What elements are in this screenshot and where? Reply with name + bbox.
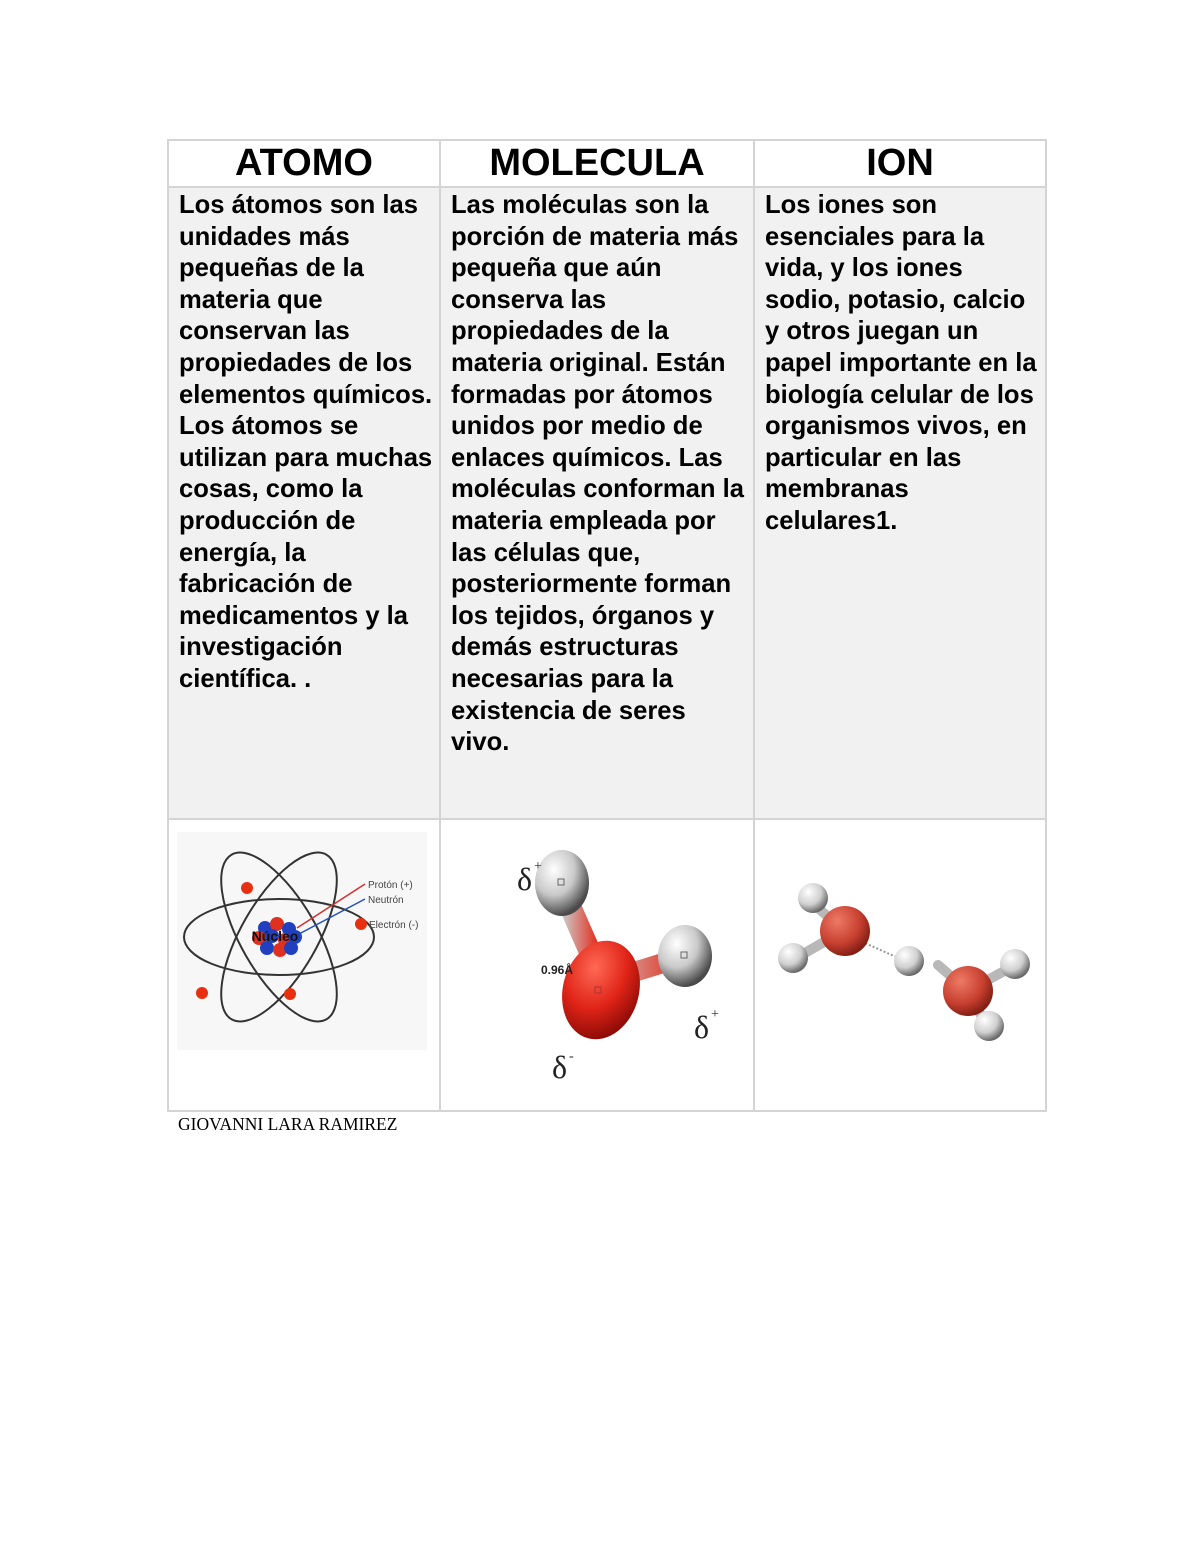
hydrogen-atom — [798, 883, 828, 913]
molecula-description: Las moléculas son la porción de materia más pequeña que aún conserva las propiedades de la materia original. Están formadas por átomos unidos por medio de enlaces químicos. Las moléculas conforman la materia empleada por las células que, posteriormente forman los tejidos, órganos y demás estructuras necesarias para la existencia de seres vivo. — [451, 191, 744, 757]
header-row — [168, 140, 1046, 187]
electron-dot — [196, 987, 208, 999]
author-name: GIOVANNI LARA RAMIREZ — [178, 1114, 398, 1134]
atom-diagram — [177, 832, 427, 1050]
water-molecule-diagram — [449, 828, 749, 1108]
molecule-image-cell — [440, 819, 754, 1111]
hydrogen-atom — [974, 1011, 1004, 1041]
electron-dot — [284, 988, 296, 1000]
minus-sign: - — [569, 1049, 574, 1064]
atomo-description: Los átomos son las unidades más pequeñas de la materia que conservan las propiedades de los elementos químicos. Los átomos se utilizan para muchas cosas, como la producción de energía, la fabricación de medicamentos y la investigación científica. . — [179, 191, 433, 693]
proton-label: Protón (+) — [368, 880, 413, 891]
header-ion: ION — [754, 140, 1046, 187]
electron-dot — [241, 882, 253, 894]
hydrogen-atom-top — [535, 850, 589, 916]
plus-sign-top: + — [534, 859, 542, 874]
oxygen-atom — [943, 966, 993, 1016]
delta-plus-right: δ — [694, 1009, 710, 1045]
hydrogen-atom-right — [658, 925, 712, 987]
plus-sign-right: + — [711, 1007, 719, 1022]
comparison-table — [167, 139, 1047, 1112]
neutron-label: Neutrón — [368, 895, 404, 906]
image-row — [168, 819, 1046, 1111]
atom-image-cell — [168, 819, 440, 1111]
electron-dot — [355, 918, 367, 930]
delta-plus-top: δ — [517, 861, 533, 897]
hydrogen-atom — [894, 946, 924, 976]
description-row — [168, 187, 1046, 819]
nucleus-label: Núcleo — [251, 928, 299, 944]
bond-length-label: 0.96Å — [541, 963, 574, 977]
hydrogen-atom — [1000, 949, 1030, 979]
delta-minus: δ — [552, 1049, 568, 1085]
ion-image-cell — [754, 819, 1046, 1111]
molecula-description-cell — [440, 187, 754, 819]
header-atomo: ATOMO — [168, 140, 440, 187]
ion-description: Los iones son esenciales para la vida, y los iones sodio, potasio, calcio y otros juegan un papel importante en la biología celular de los organismos vivos, en particular en las membranas celulares1. — [765, 191, 1037, 535]
oxygen-atom — [820, 906, 870, 956]
atomo-description-cell — [168, 187, 440, 819]
electron-label: Electrón (-) — [369, 920, 419, 931]
ion-diagram — [763, 828, 1043, 1108]
ion-description-cell — [754, 187, 1046, 819]
header-molecula: MOLECULA — [440, 140, 754, 187]
hydrogen-atom — [778, 943, 808, 973]
